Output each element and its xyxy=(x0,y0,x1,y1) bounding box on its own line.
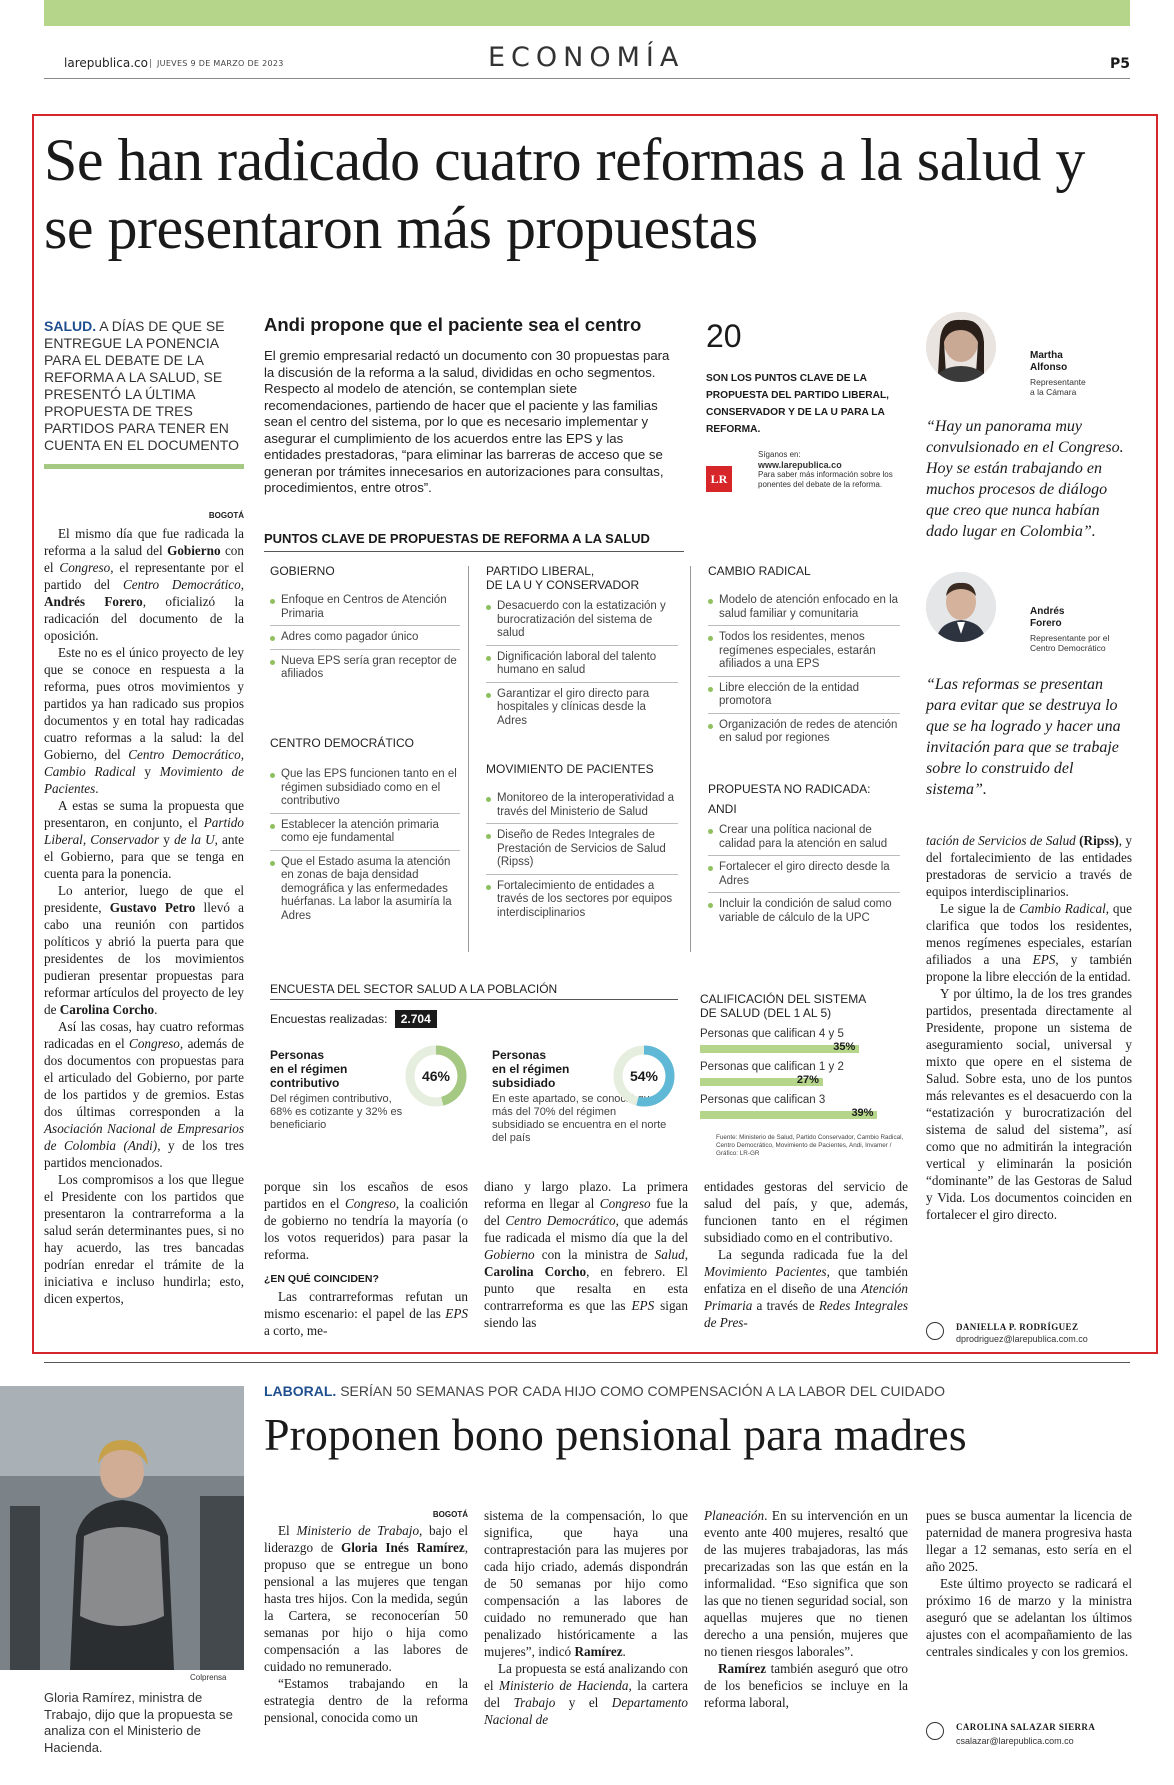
contributivo-label-line3: contributivo xyxy=(270,1076,340,1090)
article-column-4: entidades gestoras del servicio de salud del país, y que, además, funcionen tanto en el régimen subsidiado como en el contributivo. La segunda radicada fue la del Movimiento Pacientes, que también enfatiza en el diseño de una Atención Primaria a través de Redes Integrales de Pres- xyxy=(704,1179,908,1330)
survey-count-value: 2.704 xyxy=(395,1010,437,1028)
quote-2-name-line2: Forero xyxy=(1030,618,1062,629)
list-item: Libre elección de la entidad promotora xyxy=(708,682,900,714)
quote-2-text: “Las reformas se presentan para evitar que se destruya lo que se ha logrado y hacer una invitación para que se trabaje sobre lo construido del sistema”. xyxy=(926,676,1121,798)
chart-source: Fuente: Ministerio de Salud, Partido Conservador, Cambio Radical, Centro Democrático, Movimiento de Pacientes, Andi, Invamer / Gráfico: LR-GR xyxy=(716,1134,904,1157)
kicker-text: A DÍAS DE QUE SE ENTREGUE LA PONENCIA PARA EL DEBATE DE LA REFORMA A LA SALUD, SE PRESENTÓ LA ÚLTIMA PROPUESTA DE TRES PARTIDOS PARA TENER EN CUENTA EN EL DOCUMENTO xyxy=(44,318,239,453)
key-points-number: 20 xyxy=(706,318,742,354)
article-column-5: tación de Servicios de Salud (Ripss), y del fortalecimiento de las entidades prestadoras de servicio a través de equipos interdisciplinarios. Le sigue la de Cambio Radical, que clarifica que todos los residentes, menos regímenes especiales, estarían afiliados a una EPS, y también propone la libre elección de la entidad. Y por último, la de los tres grandes partidos, presentada directamente al Presidente, propone un sistema de aseguramiento social, universal y mixto que opere en el sistema de Salud. Sobre esta, uno de los puntos más relevantes es el desacuerdo con la “estatización y burocratización del sistema de salud del sistema”, así como que no admitirán la integración vertical y eliminarán la posición “dominante” de las Gestoras de Salud y Vida. Los documentos coinciden en fortalecer el giro directo. xyxy=(926,833,1133,1222)
subsidiado-label-line1: Personas xyxy=(492,1048,547,1062)
main-byline-name: DANIELLA P. RODRÍGUEZ xyxy=(956,1322,1079,1332)
quote-2-author xyxy=(1030,606,1109,653)
pacientes-list xyxy=(486,792,678,924)
second-column-1: El Ministerio de Trabajo, bajo el liderazgo de Gloria Inés Ramírez, propuso que se entregue un bono pensional a las mujeres que tengan hasta tres hijos. Con la medida, según la Cartera, se reconocerían 50 semanas por hijo o hija como compensación a las labores de cuidado no remunerado. “Estamos trabajando en la estrategia dentro de la reforma pensional, conocida como un xyxy=(264,1523,468,1725)
author-icon xyxy=(926,1322,944,1340)
second-kicker xyxy=(264,1383,945,1399)
main-dateline: BOGOTÁ xyxy=(208,511,244,520)
quote-1-text: “Hay un panorama muy convulsionado en el Congreso. Hoy se están trabajando en muchos procesos de diálogo que creo que nunca habían dado lugar en Colombia”. xyxy=(926,418,1124,540)
cambio-list xyxy=(708,594,900,750)
author-icon xyxy=(926,1722,944,1740)
follow-url[interactable]: www.larepublica.co xyxy=(758,460,842,470)
list-item: Que las EPS funcionen tanto en el régimen subsidiado como en el contributivo xyxy=(270,768,460,814)
proposals-separator-2 xyxy=(690,566,691,952)
category-sublabel: ANDI xyxy=(708,802,737,816)
section-title: ECONOMÍA xyxy=(488,42,685,73)
minister-photo xyxy=(0,1386,244,1670)
list-item: Fortalecer el giro directo desde la Adres xyxy=(708,861,900,893)
second-kicker-label: LABORAL. xyxy=(264,1383,337,1399)
quote-2-role-line1: Representante por el xyxy=(1030,633,1110,643)
list-item: Monitoreo de la interoperatividad a través del Ministerio de Salud xyxy=(486,792,678,824)
second-column-3: Planeación. En su intervención en un evento ante 400 mujeres, resaltó que de las mujeres trabajadoras, las más precarizadas son las que están en la informalidad. “Eso significa que son las que no tienen seguridad social, son aquellas mujeres que no tienen derecho a una pensión, mujeres que no tienen riesgos laborales”. Ramírez también aseguró que otro de los beneficios se incluye en la reforma laboral, xyxy=(704,1508,908,1710)
category-label: PROPUESTA NO RADICADA: xyxy=(708,782,871,796)
kicker-label: SALUD. xyxy=(44,318,97,334)
contributivo-desc: Del régimen contributivo, 68% es cotizante y 32% es beneficiario xyxy=(270,1093,403,1131)
chart-title xyxy=(700,992,866,1020)
gobierno-list xyxy=(270,594,460,686)
chart-title-line2: DE SALUD (DEL 1 AL 5) xyxy=(700,1006,832,1020)
category-label: GOBIERNO xyxy=(270,564,335,578)
andi-intro: El gremio empresarial redactó un documento con 30 propuestas para la discusión de la reforma a la salud, divididas en ocho segmentos. Respecto al modelo de atención, se contemplan siete recomendaciones, partiendo de hacer que el paciente y las familias sean el centro del sistema, por lo que es necesario implementar y asegurar el cumplimiento de los acuerdos entre las EPS y las entidades prestadoras, “para eliminar las barreras de acceso que se generan por trámites innecesarios en autorizaciones para consultas, procedimientos, entre otros”. xyxy=(264,348,670,495)
quote-1-role-line1: Representante xyxy=(1030,377,1086,387)
subsidiado-label-line3: subsidiado xyxy=(492,1076,556,1090)
main-kicker xyxy=(44,318,244,454)
avatar-martha-alfonso xyxy=(926,312,996,382)
article-column-3: diano y largo plazo. La primera reforma en llegar al Congreso fue la del Centro Democrático, que además fue radicada el mismo día que la del Gobierno con la ministra de Salud, Carolina Corcho, en febrero. El punto que resalta en esta contrarreforma es que las EPS sigan siendo las xyxy=(484,1179,689,1330)
list-item: Nueva EPS sería gran receptor de afiliados xyxy=(270,655,460,686)
portrait-icon xyxy=(926,312,996,382)
list-item: Desacuerdo con la estatización y burocratización del sistema de salud xyxy=(486,600,678,646)
contributivo-donut xyxy=(404,1044,468,1108)
list-item: Que el Estado asuma la atención en zonas de baja densidad demográfica y las enfermedades huérfanas. La labor la asumiría la Adres xyxy=(270,856,460,928)
contributivo-label-line1: Personas xyxy=(270,1048,325,1062)
article-column-2: porque sin los escaños de esos partidos en el Congreso, la coalición de gobierno no tendría la mayoría (o los votos requeridos) para pasar la reforma. ¿EN QUÉ COINCIDEN? Las contrarreformas refutan un mismo escenario: el papel de las EPS a corto, me- xyxy=(264,1179,468,1338)
proposals-title: PUNTOS CLAVE DE PROPUESTAS DE REFORMA A LA SALUD xyxy=(264,531,650,546)
second-byline-email[interactable]: csalazar@larepublica.com.co xyxy=(956,1736,1074,1746)
page-number: P5 xyxy=(1110,56,1131,72)
second-column-4: pues se busca aumentar la licencia de paternidad de manera progresiva hasta llegar a 12 semanas, esto sería en el año 2025. Este último proyecto se radicará el próximo 16 de marzo y la ministra aseguró que se adelantan los últimos ajustes con el acompañamiento de las centrales sindicales y con los gremios. xyxy=(926,1508,1132,1659)
list-item: Adres como pagador único xyxy=(270,631,460,650)
list-item: Garantizar el giro directo para hospitales y clínicas desde la Adres xyxy=(486,688,678,733)
list-item: Modelo de atención enfocado en la salud familiar y comunitaria xyxy=(708,594,900,626)
proposals-cambio xyxy=(708,564,900,755)
list-item: Incluir la condición de salud como variable de cálculo de la UPC xyxy=(708,898,900,929)
bar-value: 39% xyxy=(851,1107,874,1119)
site-name: larepublica.co xyxy=(64,56,148,70)
main-byline-email[interactable]: dprodriguez@larepublica.com.co xyxy=(956,1334,1088,1344)
chart-title-line1: CALIFICACIÓN DEL SISTEMA xyxy=(700,992,867,1006)
photo-credit: Colprensa xyxy=(190,1673,227,1682)
quote-1-name-line2: Alfonso xyxy=(1030,362,1068,373)
quote-2-name-line1: Andrés xyxy=(1030,606,1065,617)
subsidiado-label-line2: en el régimen xyxy=(492,1062,570,1076)
category-label-line1: PARTIDO LIBERAL, xyxy=(486,564,595,578)
bar-value: 35% xyxy=(833,1041,856,1053)
category-label-line2: DE LA U Y CONSERVADOR xyxy=(486,578,640,592)
liberal-list xyxy=(486,600,678,732)
subsidiado-desc: En este apartado, se conoció que más del 70% del régimen subsidiado se encuentra en el norte del país xyxy=(492,1093,667,1144)
quote-1-role-line2: a la Cámara xyxy=(1030,387,1077,397)
bar-label: Personas que califican 3 xyxy=(700,1094,826,1106)
key-points-description: SON LOS PUNTOS CLAVE DE LA PROPUESTA DEL PARTIDO LIBERAL, CONSERVADOR Y DE LA U PARA LA REFORMA. xyxy=(706,373,890,435)
subsidiado-donut xyxy=(612,1044,676,1108)
issue-date: JUEVES 9 DE MARZO DE 2023 xyxy=(150,59,284,68)
category-label: MOVIMIENTO DE PACIENTES xyxy=(486,762,654,776)
follow-box xyxy=(758,450,898,490)
rating-bar-chart xyxy=(700,1028,904,1128)
list-item: Establecer la atención primaria como eje fundamental xyxy=(270,819,460,851)
proposals-liberal xyxy=(486,564,678,737)
proposals-title-rule xyxy=(264,551,684,552)
bar-label: Personas que califican 4 y 5 xyxy=(700,1028,844,1040)
photo-figure-icon xyxy=(0,1386,244,1670)
main-headline: Se han radicado cuatro reformas a la salud y se presentaron más propuestas xyxy=(44,127,1085,261)
proposals-gobierno xyxy=(270,564,460,691)
second-byline-name: CAROLINA SALAZAR SIERRA xyxy=(956,1722,1096,1732)
survey-count-label: Encuestas realizadas: xyxy=(270,1012,388,1026)
proposals-centro xyxy=(270,736,460,932)
centro-list xyxy=(270,768,460,927)
portrait-icon xyxy=(926,572,996,642)
andi-subhead: Andi propone que el paciente sea el centro xyxy=(264,314,642,335)
quote-1-name-line1: Martha xyxy=(1030,350,1063,361)
list-item: Crear una política nacional de calidad para la atención en salud xyxy=(708,824,900,856)
bar-value: 27% xyxy=(796,1074,819,1086)
second-column-2: sistema de la compensación, lo que significa, que haya una contraprestación para las mujeres por cada hijo criado, además dispondrán de 50 semanas por hijo como compensación a las labores de cuidado no remunerado que han penalizado históricamente a las mujeres”, indicó Ramírez. La propuesta se está analizando con el Ministerio de Hacienda, la cartera del Trabajo y el Departamento Nacional de xyxy=(484,1508,688,1727)
follow-label: Síganos en: xyxy=(758,450,801,459)
list-item: Diseño de Redes Integrales de Prestación de Servicios de Salud (Ripss) xyxy=(486,829,678,875)
second-dateline: BOGOTÁ xyxy=(432,1510,468,1519)
survey-title-rule xyxy=(270,999,678,1000)
category-label: CAMBIO RADICAL xyxy=(708,564,811,578)
avatar-andres-forero xyxy=(926,572,996,642)
survey-count xyxy=(270,1012,437,1026)
bar-label: Personas que califican 1 y 2 xyxy=(700,1061,844,1073)
contributivo-label-line2: en el régimen xyxy=(270,1062,348,1076)
proposals-pacientes xyxy=(486,762,678,929)
photo-caption: Gloria Ramírez, ministra de Trabajo, dijo que la propuesta se analiza con el Ministerio de Hacienda. xyxy=(44,1690,233,1755)
list-item: Enfoque en Centros de Atención Primaria xyxy=(270,594,460,626)
proposals-noradicada xyxy=(708,782,900,934)
proposals-separator-1 xyxy=(468,566,469,952)
list-item: Organización de redes de atención en salud por regiones xyxy=(708,719,900,750)
list-item: Todos los residentes, menos regímenes especiales, estarán afiliados a una EPS xyxy=(708,631,900,677)
donut-value: 46% xyxy=(421,1068,451,1084)
donut-value: 54% xyxy=(629,1068,659,1084)
category-label: CENTRO DEMOCRÁTICO xyxy=(270,736,414,750)
quote-2-role-line2: Centro Democrático xyxy=(1030,643,1106,653)
noradicada-list xyxy=(708,824,900,929)
second-kicker-text: SERÍAN 50 SEMANAS POR CADA HIJO COMO COMPENSACIÓN A LA LABOR DEL CUIDADO xyxy=(340,1383,945,1399)
second-headline: Proponen bono pensional para madres xyxy=(264,1409,967,1460)
lr-logo-icon: LR xyxy=(706,466,732,492)
list-item: Dignificación laboral del talento humano en salud xyxy=(486,651,678,683)
article-divider xyxy=(44,1362,1130,1363)
list-item: Fortalecimiento de entidades a través de los sectores por equipos interdisciplinarios xyxy=(486,880,678,925)
article-column-1: El mismo día que fue radicada la reforma a la salud del Gobierno con el Congreso, el representante por el partido del Centro Democrático, Andrés Forero, oficializó la radicación del documento de la oposición. Este no es el único proyecto de ley que se conoce en respuesta a la reforma, pues otros movimientos y partidos ya han radicado sus propios documentos y en total hay radicadas cuatro reformas a la salud: la del Gobierno, del Centro Democrático, Cambio Radical y Movimiento de Pacientes. A estas se suma la propuesta que presentaron, en conjunto, el Partido Liberal, Conservador y de la U, ante el Gobierno, para que se tenga en cuenta para la ponencia. Lo anterior, luego de que el presidente, Gustavo Petro llevó a cabo una reunión con partidos políticos y abrió la puerta para que presidentes de los movimientos pudieran presentar propuestas para reformar artículos del proyecto de ley de Carolina Corcho. Así las cosas, hay cuatro reformas radicadas en el Congreso, además de dos documentos con propuestas para el articulado del Gobierno, por parte de los partidos y de gremios. Estas dos últimas corresponden a la Asociación Nacional de Empresarios de Colombia (Andi), y de los tres partidos mencionados. Los compromisos a los que llegue el Presidente con los partidos que presentaron la contrarreforma a la salud serán determinantes pues, si no hay acuerdo, las tres bancadas podrían enredar el trámite de la iniciativa e incluso hundirla; esto, dicen expertos, xyxy=(44,526,245,1306)
survey-title: ENCUESTA DEL SECTOR SALUD A LA POBLACIÓN xyxy=(270,982,558,996)
follow-desc: Para saber más información sobre los ponentes del debate de la reforma. xyxy=(758,470,893,489)
masthead-rule xyxy=(44,78,1130,79)
quote-1-author xyxy=(1030,350,1086,397)
kicker-rule xyxy=(44,464,244,469)
top-color-bar xyxy=(44,0,1130,26)
